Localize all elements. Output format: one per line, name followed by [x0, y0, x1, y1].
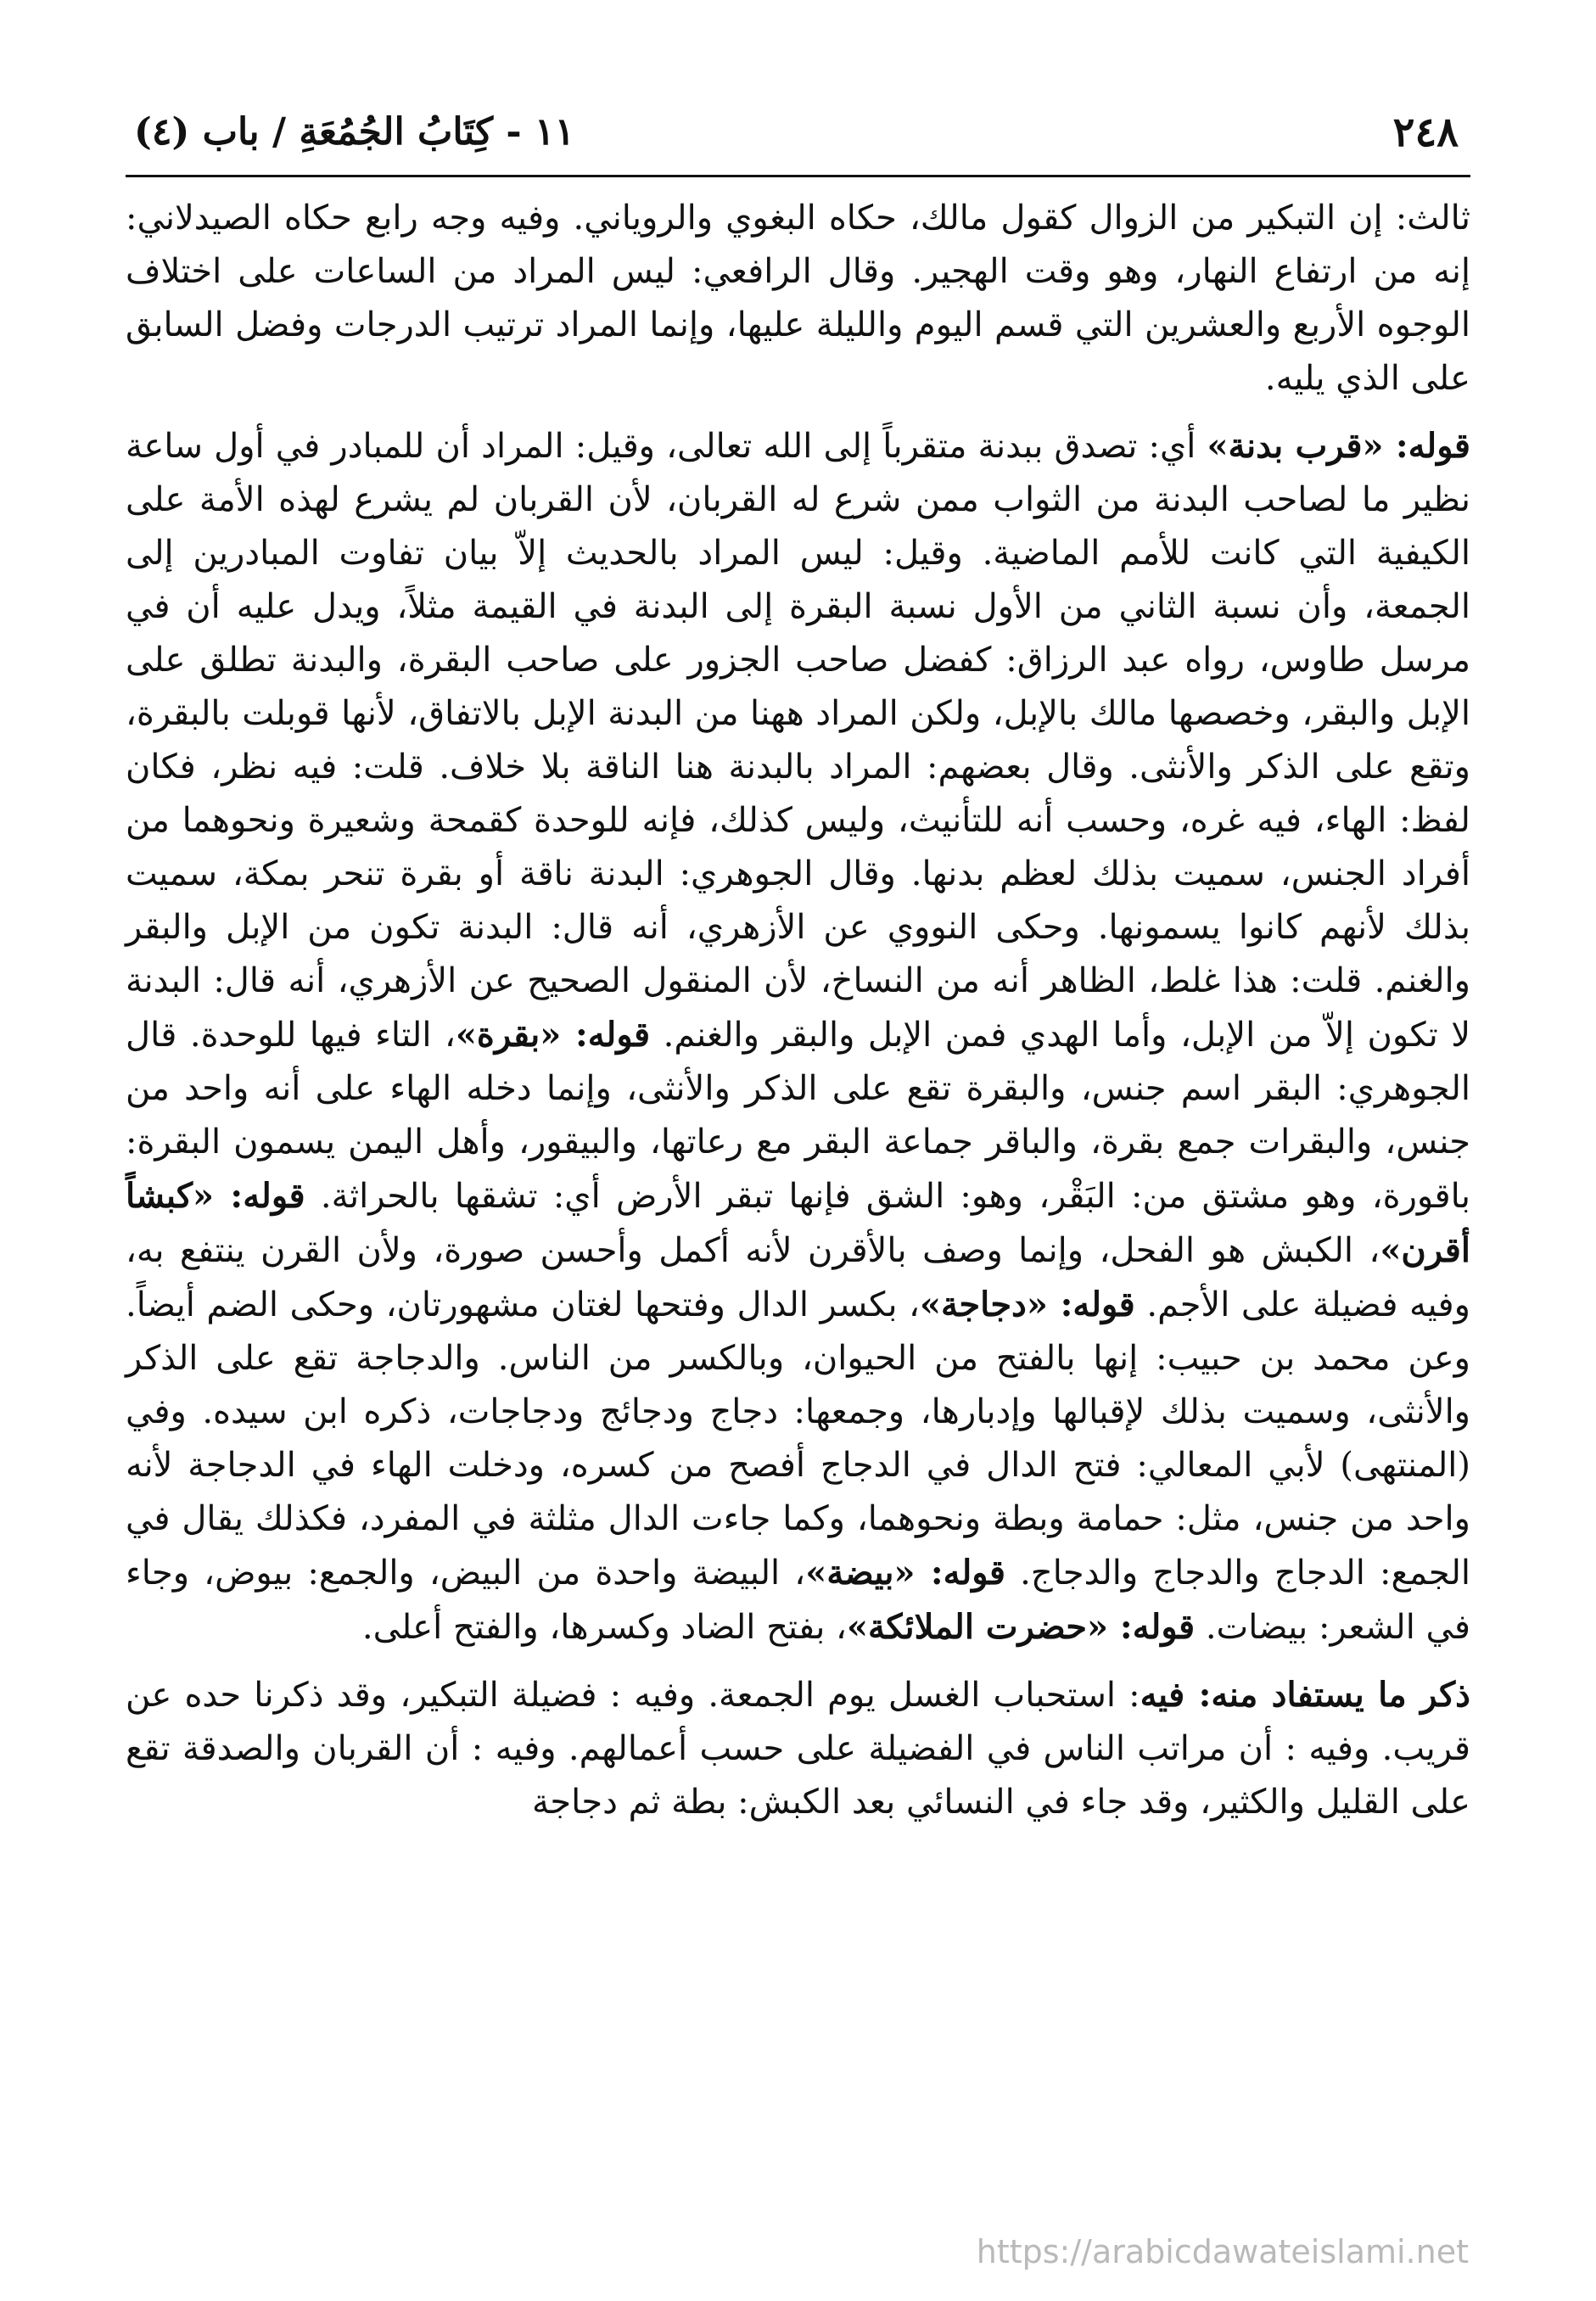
chapter-title: ١١ - كِتَابُ الجُمُعَةِ / باب (٤)	[134, 110, 575, 154]
qawluhu-heading: قوله: «حضرت الملائكة»	[846, 1607, 1196, 1647]
paragraph-1	[126, 192, 1470, 406]
text-segment: ، بفتح الضاد وكسرها، والفتح أعلى.	[361, 1608, 847, 1647]
text-segment: أي: تصدق ببدنة متقرباً إلى الله تعالى، وقيل: المراد أن للمبادر في أول ساعة نظير ما لصاحب البدنة من الثواب ممن شرع له القربان، لأن القربان لم يشرع لهذه الأمة على الكيفية التي كانت للأمم الماضية. وقيل: ليس المراد بالحديث إلاّ بيان تفاوت المبادرين إلى الجمعة، وأن نسبة الثاني من الأول نسبة البقرة إلى البدنة في القيمة مثلاً، ويدل عليه أن في مرسل طاوس، رواه عبد الرزاق: كفضل صاحب الجزور على صاحب البقرة، والبدنة تطلق على الإبل والبقر، وخصصها مالك بالإبل، ولكن المراد ههنا من البدنة الإبل بالاتفاق، لأنها قوبلت بالبقرة، وتقع على الذكر والأنثى. وقال بعضهم: المراد بالبدنة هنا الناقة بلا خلاف. قلت: فيه نظر، فكان لفظ: الهاء، فيه غره، وحسب أنه للتأنيث، وليس كذلك، فإنه للوحدة كقمحة وشعيرة ونحوهما من أفراد الجنس، سميت بذلك لعظم بدنها. وقال الجوهري: البدنة ناقة أو بقرة تنحر بمكة، سميت بذلك لأنهم كانوا يسمونها. وحكى النووي عن الأزهري، أنه قال: البدنة تكون من الإبل والبقر والغنم. قلت: هذا غلط، الظاهر أنه من النساخ، لأن المنقول الصحيح عن الأزهري، أنه قال: البدنة لا تكون إلاّ من الإبل، وأما الهدي فمن الإبل والبقر والغنم.	[126, 427, 1471, 1055]
page-body	[126, 192, 1470, 1829]
page-header	[126, 100, 1470, 168]
watermark-url: https://arabicdawateislami.net	[976, 2233, 1469, 2270]
text-segment: ، البيضة واحدة من البيض، والجمع: بيوض، وجاء في الشعر: بيضات.	[126, 1554, 1470, 1647]
text-segment: ، الكبش هو الفحل، وإنما وصف بالأقرن لأنه أكمل وأحسن صورة، ولأن القرن ينتفع به، وفيه فضيلة على الأجم.	[126, 1231, 1470, 1324]
qawluhu-heading: قوله: «دجاجة»	[919, 1285, 1135, 1324]
paragraph-3	[126, 1668, 1470, 1829]
qawluhu-heading: قوله: «بيضة»	[805, 1553, 1006, 1593]
text-segment: ، التاء فيها للوحدة. قال الجوهري: البقر اسم جنس، والبقرة تقع على الذكر والأنثى، وإنما دخله الهاء على أنه واحد من جنس، والبقرات جمع بقرة، والباقر جماعة البقر مع رعاتها، والبيقور، وأهل اليمن يسمون البقرة: باقورة، وهو مشتق من: البَقْر، وهو: الشق فإنها تبقر الأرض أي: تشقها بالحراثة.	[126, 1016, 1470, 1216]
section-heading: ذكر ما يستفاد منه: فيه	[1140, 1675, 1470, 1715]
text-segment: ، بكسر الدال وفتحها لغتان مشهورتان، وحكى الضم أيضاً. وعن محمد بن حبيب: إنها بالفتح من الحيوان، وبالكسر من الناس. والدجاجة تقع على الذكر والأنثى، وسميت بذلك لإقبالها وإدبارها، وجمعها: دجاج ودجائج ودجاجات، ذكره ابن سيده. وفي (المنتهى) لأبي المعالي: فتح الدال في الدجاج أفصح من كسره، ودخلت الهاء في الدجاجة لأنه واحد من جنس، مثل: حمامة وبطة ونحوهما، وكما جاءت الدال مثلثة في المفرد، فكذلك يقال في الجمع: الدجاج والدجاج والدجاج.	[126, 1285, 1470, 1593]
header-rule	[126, 175, 1470, 177]
text-segment: : استحباب الغسل يوم الجمعة. وفيه : فضيلة التبكير، وقد ذكرنا حده عن قريب. وفيه : أن مراتب الناس في الفضيلة على حسب أعمالهم. وفيه : أن القربان والصدقة تقع على القليل والكثير، وقد جاء في النسائي بعد الكبش: بطة ثم دجاجة	[126, 1676, 1470, 1822]
text-segment: ثالث: إن التبكير من الزوال كقول مالك، حكاه البغوي والروياني. وفيه وجه رابع حكاه الصيدلاني: إنه من ارتفاع النهار، وهو وقت الهجير. وقال الرافعي: ليس المراد من الساعات على اختلاف الوجوه الأربع والعشرين التي قسم اليوم والليلة عليها، وإنما المراد ترتيب الدرجات وفضل السابق على الذي يليه.	[126, 199, 1470, 398]
qawluhu-heading: قوله: «كبشاً أقرن»	[126, 1176, 1470, 1270]
qawluhu-heading: قوله: «قرب بدنة»	[1207, 426, 1471, 466]
qawluhu-heading: قوله: «بقرة»	[455, 1015, 651, 1055]
page-number: ٢٤٨	[1392, 109, 1459, 156]
paragraph-2	[126, 419, 1470, 1654]
